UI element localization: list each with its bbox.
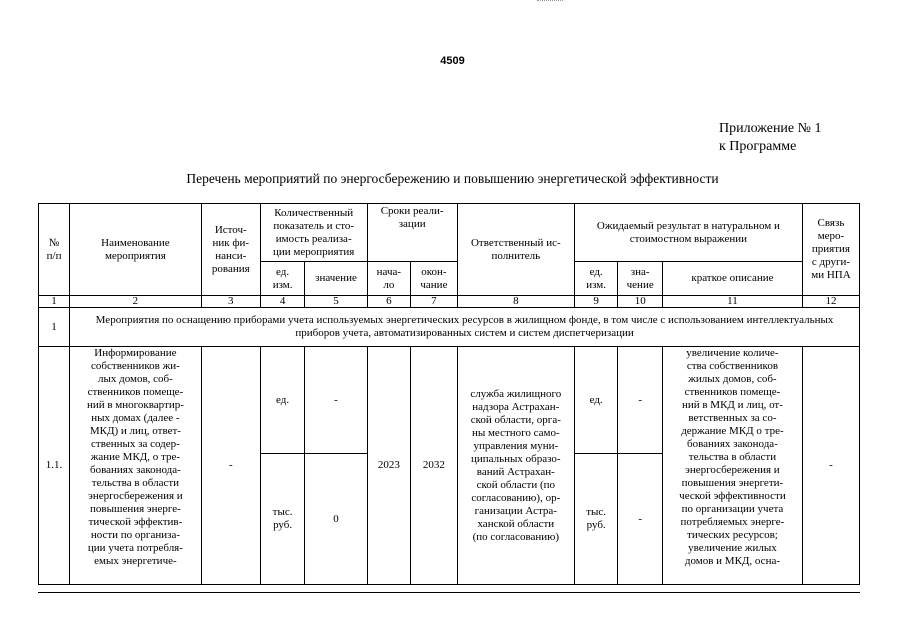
- column-number: 5: [305, 296, 367, 308]
- row-exp-desc-cell: [662, 347, 802, 585]
- row-exp-desc: увеличение количе- ства собственников жилых домов, соб- ственников помеще- ний в МКД и лиц, от- ветственных за со- держание МКД о тре- бованиях законода- тельства в области энергосбережения и повышения энергети- ческой эффективности по организации учета потребляемых энерге- тических ресурсов; увеличение жилых домов и МКД, осна-: [679, 347, 786, 567]
- header-num: № п/п: [39, 204, 70, 296]
- row-start: 2023: [367, 347, 411, 585]
- header-executor: Ответственный ис- полнитель: [457, 204, 574, 296]
- column-number: 2: [70, 296, 202, 308]
- header-unit: ед. изм.: [260, 262, 305, 296]
- appendix-line-1: Приложение № 1: [719, 121, 822, 136]
- row-number: 1.1.: [39, 347, 70, 585]
- column-number: 9: [574, 296, 618, 308]
- page-number: 4509: [440, 55, 465, 67]
- row-value-2: 0: [305, 454, 367, 585]
- header-end: окон- чание: [411, 262, 458, 296]
- row-exp-value-1: -: [618, 347, 663, 454]
- section-number: 1: [39, 308, 70, 347]
- column-number: 11: [662, 296, 802, 308]
- column-number: 3: [201, 296, 260, 308]
- row-name-cell: [70, 347, 202, 585]
- header-exp-unit: ед. изм.: [574, 262, 618, 296]
- row-value-1: -: [305, 347, 367, 454]
- header-start: нача- ло: [367, 262, 411, 296]
- table-row: [39, 347, 860, 454]
- header-name: Наименование мероприятия: [70, 204, 202, 296]
- column-number: 7: [411, 296, 458, 308]
- header-expected: Ожидаемый результат в натуральном и стоимостном выражении: [574, 204, 802, 262]
- column-number: 12: [802, 296, 859, 308]
- column-number: 10: [618, 296, 663, 308]
- header-exp-desc: краткое описание: [662, 262, 802, 296]
- row-executor: служба жилищного надзора Астрахан- ской области, орга- ны местного само- управления муни- ципальных образо- ваний Астрахан- ской области (по согласованию), ор- ганизации Астра- ханской области (по согласованию): [457, 347, 574, 585]
- row-link: -: [802, 347, 859, 585]
- header-quantity: Количественный показатель и сто- имость реализа- ции мероприятия: [260, 204, 367, 262]
- column-number: 4: [260, 296, 305, 308]
- column-number: 1: [39, 296, 70, 308]
- header-source: Источ- ник фи- нанси- рования: [201, 204, 260, 296]
- header-row-1: [39, 204, 860, 262]
- appendix-line-2: к Программе: [719, 139, 797, 154]
- document-title: Перечень мероприятий по энергосбережению и повышению энергетической эффективности: [186, 171, 719, 186]
- column-number-row: [39, 296, 860, 308]
- row-exp-unit-1: ед.: [574, 347, 618, 454]
- row-exp-value-2: -: [618, 454, 663, 585]
- row-exp-unit-2: тыс. руб.: [574, 454, 618, 585]
- section-title: Мероприятия по оснащению приборами учета используемых энергетических ресурсов в жилищном фонде, в том числе с использованием интеллектуальных приборов учета, автоматизированных систем и систем диспетчеризации: [70, 308, 860, 347]
- column-number: 6: [367, 296, 411, 308]
- row-unit-2: тыс. руб.: [260, 454, 305, 585]
- header-value: значение: [305, 262, 367, 296]
- appendix-label: [719, 120, 822, 156]
- row-source: -: [201, 347, 260, 585]
- section-row: [39, 308, 860, 347]
- header-exp-value: зна- чение: [618, 262, 663, 296]
- table-bottom-border: [38, 592, 860, 593]
- row-end: 2032: [411, 347, 458, 585]
- header-terms: Сроки реали- зации: [367, 204, 457, 262]
- top-edge-mark: [537, 0, 563, 3]
- column-number: 8: [457, 296, 574, 308]
- row-name: Информирование собственников жи- лых домов, соб- ственников помеще- ний в многоквартир- ных домах (далее - МКД) и лиц, ответ- ственных за содер- жание МКД, о тре- бованиях законода- тельства в области энергосбережения и повышения энерге- тической эффектив- ности по организа- ции учета потребля- емых энергетиче-: [86, 347, 184, 567]
- header-link: Связь меро- приятия с други- ми НПА: [802, 204, 859, 296]
- measures-table: [38, 203, 860, 585]
- row-unit-1: ед.: [260, 347, 305, 454]
